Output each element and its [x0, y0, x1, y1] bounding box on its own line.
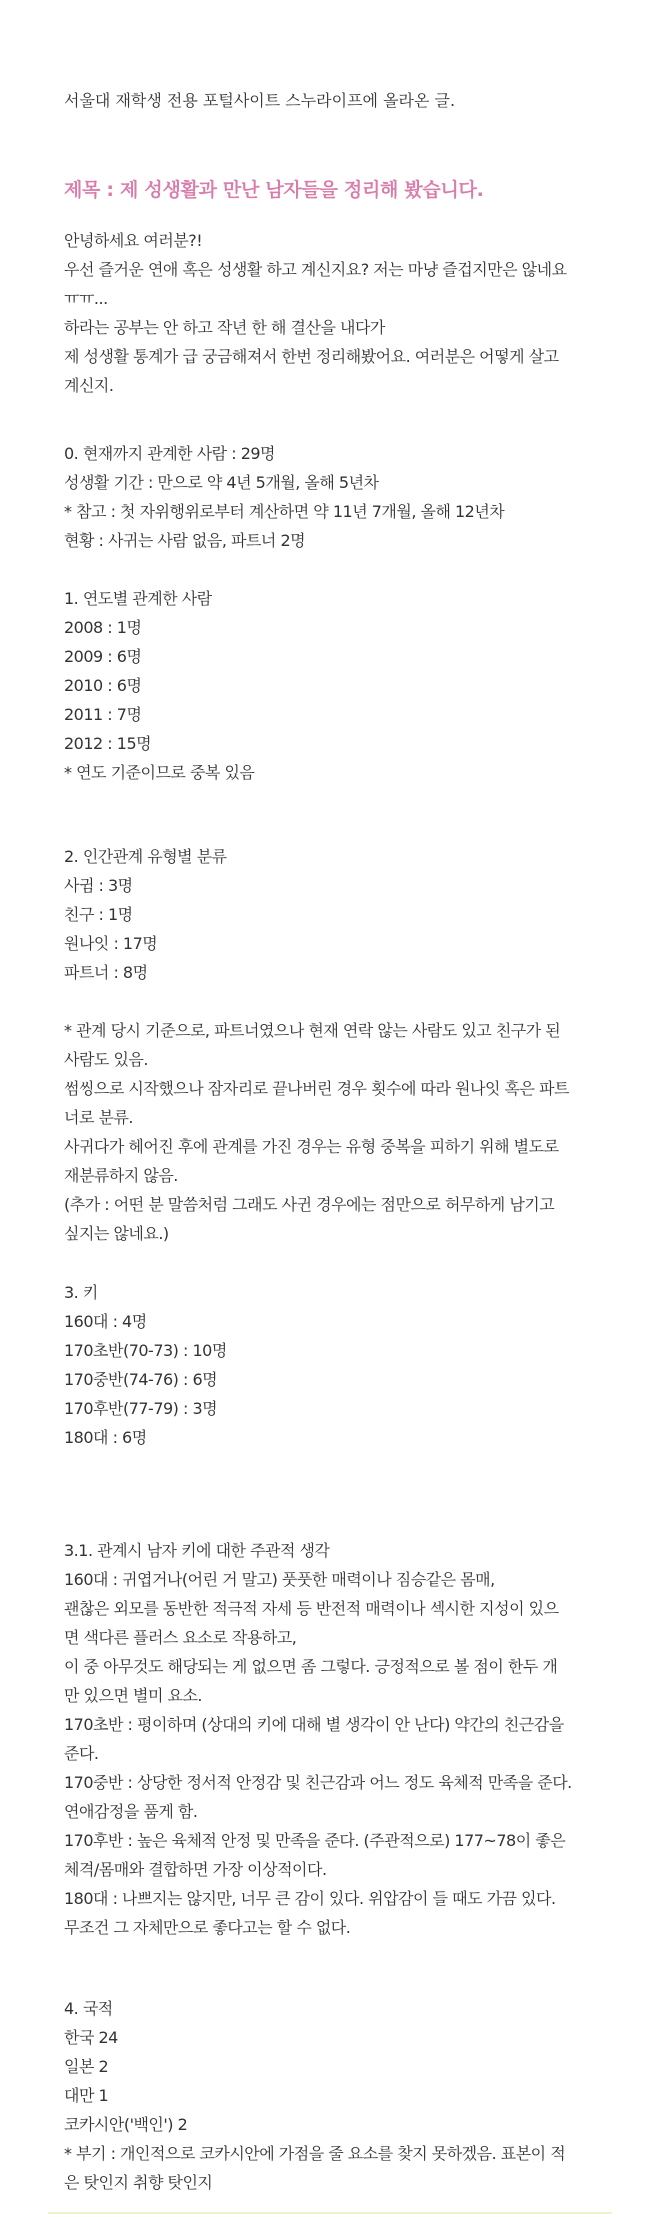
note-line: * 관계 당시 기준으로, 파트너였으나 현재 연락 않는 사람도 있고 친구가 된 — [64, 1021, 561, 1040]
section-height-opinion — [64, 1536, 572, 1942]
section-line: 한국 24 — [64, 2028, 118, 2047]
section-line: * 부기 : 개인적으로 코카시안에 가점을 줄 요소를 찾지 못하겠음. 표본이 적 — [64, 2144, 566, 2163]
section-line: * 참고 : 첫 자위행위로부터 계산하면 약 11년 7개월, 올해 12년차 — [64, 502, 505, 521]
section-relationship-note — [64, 1016, 569, 1248]
section-line: 사귐 : 3명 — [64, 876, 133, 895]
section-line: 체격/몸매와 결합하면 가장 이상적이다. — [64, 1860, 327, 1879]
section-relationship-type — [64, 842, 227, 987]
greeting-line: ㅠㅠ... — [64, 289, 108, 308]
section-line: 160대 : 귀엽거나(어린 거 말고) 풋풋한 매력이나 짐승같은 몸매, — [64, 1570, 495, 1589]
section-heading: 2. 인간관계 유형별 분류 — [64, 847, 227, 866]
section-line: 성생활 기간 : 만으로 약 4년 5개월, 올해 5년차 — [64, 473, 379, 492]
section-line: 일본 2 — [64, 2057, 109, 2076]
section-line: 2011 : 7명 — [64, 705, 142, 724]
section-height — [64, 1278, 227, 1452]
section-line: 괜찮은 외모를 동반한 적극적 자세 등 반전적 매력이나 섹시한 지성이 있으 — [64, 1599, 559, 1618]
note-line: (추가 : 어떤 분 말씀처럼 그래도 사귄 경우에는 점만으로 허무하게 남기고 — [64, 1195, 555, 1214]
section-line: 파트너 : 8명 — [64, 963, 148, 982]
section-line: 코카시안('백인') 2 — [64, 2115, 188, 2134]
intro-text: 서울대 재학생 전용 포털사이트 스누라이프에 올라온 글. — [64, 91, 456, 110]
section-line: 170초반 : 평이하며 (상대의 키에 대해 별 생각이 안 난다) 약간의 친근감을 — [64, 1715, 564, 1734]
note-line: 사람도 있음. — [64, 1050, 148, 1069]
section-line: 무조건 그 자체만으로 좋다고는 할 수 없다. — [64, 1918, 351, 1937]
section-line: 180대 : 나쁘지는 않지만, 너무 큰 감이 있다. 위압감이 들 때도 가끔 있다. — [64, 1889, 556, 1908]
note-line: 싶지는 않네요.) — [64, 1224, 169, 1243]
section-line: 2008 : 1명 — [64, 618, 142, 637]
section-line: 2010 : 6명 — [64, 676, 142, 695]
note-line: 재분류하지 않음. — [64, 1166, 178, 1185]
greeting-line: 안녕하세요 여러분?! — [64, 231, 203, 250]
greeting-line: 계신지. — [64, 376, 114, 395]
section-total — [64, 439, 504, 555]
section-heading: 3. 키 — [64, 1283, 98, 1302]
section-line: 170후반 : 높은 육체적 안정 및 만족을 준다. (주관적으로) 177~78이 좋은 — [64, 1831, 566, 1850]
greeting-line: 하라는 공부는 안 하고 작년 한 해 결산을 내다가 — [64, 318, 385, 337]
section-line: 170중반 : 상당한 정서적 안정감 및 친근감과 어느 정도 육체적 만족을 준다. — [64, 1773, 572, 1792]
section-line: 170후반(77-79) : 3명 — [64, 1399, 218, 1418]
section-line: 원나잇 : 17명 — [64, 934, 158, 953]
section-line: 대만 1 — [64, 2086, 109, 2105]
greeting-line: 우선 즐거운 연애 혹은 성생활 하고 계신지요? 저는 마냥 즐겁지만은 않네요 — [64, 260, 567, 279]
section-heading: 3.1. 관계시 남자 키에 대한 주관적 생각 — [64, 1541, 330, 1560]
section-heading: 0. 현재까지 관계한 사람 : 29명 — [64, 444, 276, 463]
section-line: 현황 : 사귀는 사람 없음, 파트너 2명 — [64, 531, 306, 550]
note-line: 너로 분류. — [64, 1108, 133, 1127]
section-line: 2009 : 6명 — [64, 647, 142, 666]
section-line: 만 있으면 별미 요소. — [64, 1686, 202, 1705]
section-line: 160대 : 4명 — [64, 1312, 147, 1331]
section-heading: 4. 국적 — [64, 1999, 113, 2018]
section-line: 준다. — [64, 1744, 99, 1763]
note-line: 썸씽으로 시작했으나 잠자리로 끝나버린 경우 횟수에 따라 원나잇 혹은 파트 — [64, 1079, 569, 1098]
section-nationality — [64, 1994, 565, 2197]
note-line: 사귀다가 헤어진 후에 관계를 가진 경우는 유형 중복을 피하기 위해 별도로 — [64, 1137, 559, 1156]
greeting-block — [64, 226, 567, 400]
post-title: 제목 : 제 성생활과 만난 남자들을 정리해 봤습니다. — [64, 179, 484, 201]
section-line: 연애감정을 품게 함. — [64, 1802, 198, 1821]
greeting-line: 제 성생활 통계가 급 궁금해져서 한번 정리해봤어요. 여러분은 어떻게 살고 — [64, 347, 559, 366]
section-line: 180대 : 6명 — [64, 1428, 147, 1447]
section-line: 은 탓인지 취향 탓인지 — [64, 2173, 213, 2192]
section-line: 170중반(74-76) : 6명 — [64, 1370, 218, 1389]
section-heading: 1. 연도별 관계한 사람 — [64, 589, 212, 608]
section-line: * 연도 기준이므로 중복 있음 — [64, 763, 255, 782]
section-line: 2012 : 15명 — [64, 734, 152, 753]
section-by-year — [64, 584, 254, 787]
section-line: 170초반(70-73) : 10명 — [64, 1341, 227, 1360]
section-line: 이 중 아무것도 해당되는 게 없으면 좀 그렇다. 긍정적으로 볼 점이 한두 개 — [64, 1657, 558, 1676]
bottom-divider — [48, 2212, 612, 2214]
section-line: 친구 : 1명 — [64, 905, 133, 924]
section-line: 면 색다른 플러스 요소로 작용하고, — [64, 1628, 297, 1647]
